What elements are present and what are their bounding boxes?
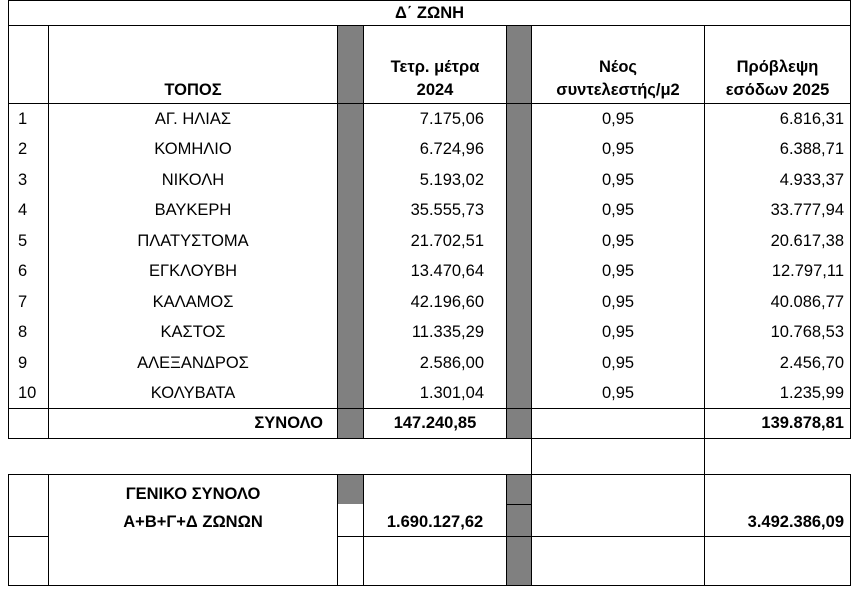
row-forecast: 40.086,77 <box>770 292 844 311</box>
header-coef-line1: Νέος <box>598 58 638 76</box>
row-forecast: 6.816,31 <box>779 109 844 128</box>
row-sqm: 13.470,64 <box>410 262 484 280</box>
gray-separator-column-2 <box>506 25 531 439</box>
row-sqm: 11.335,29 <box>411 323 484 341</box>
total-forecast: 139.878,81 <box>761 414 844 432</box>
row-sqm: 6.724,96 <box>419 140 484 158</box>
zone-title: Δ΄ ΖΩΝΗ <box>394 3 465 22</box>
row-place: ΑΓ. ΗΛΙΑΣ <box>154 109 232 128</box>
row-number: 5 <box>18 231 28 250</box>
row-sqm: 21.702,51 <box>410 231 484 250</box>
header-forecast <box>705 26 850 103</box>
row-coef: 0,95 <box>601 170 635 189</box>
total-label: ΣΥΝΟΛΟ <box>254 414 323 432</box>
header-coef <box>532 26 704 103</box>
header-forecast-line1: Πρόβλεψη <box>736 58 819 76</box>
gray-separator-column-2 <box>506 474 531 504</box>
row-forecast: 20.617,38 <box>770 231 844 250</box>
row-number: 6 <box>18 262 28 280</box>
row-place: ΚΑΣΤΟΣ <box>160 323 226 341</box>
row-place: ΕΓΚΛΟΥΒΗ <box>148 262 237 280</box>
row-number: 2 <box>18 140 28 158</box>
connector-line-right <box>704 439 705 475</box>
row-coef: 0,95 <box>601 323 635 341</box>
row-place: ΝΙΚΟΛΗ <box>161 170 225 189</box>
row-number: 7 <box>18 292 28 311</box>
row-coef: 0,95 <box>601 353 635 372</box>
grand-total-forecast: 3.492.386,09 <box>747 512 844 531</box>
row-sqm: 42.196,60 <box>410 292 484 311</box>
grand-total-table <box>0 474 859 587</box>
row-coef: 0,95 <box>601 292 635 311</box>
grand-total-label-line2: Α+Β+Γ+Δ ΖΩΝΩΝ <box>123 512 263 531</box>
row-forecast: 2.456,70 <box>779 353 844 372</box>
row-forecast: 1.235,99 <box>779 384 844 402</box>
grand-total-label-line1: ΓΕΝΙΚΟ ΣΥΝΟΛΟ <box>125 484 261 503</box>
row-coef: 0,95 <box>601 140 635 158</box>
row-place: ΒΑΥΚΕΡΗ <box>154 201 232 219</box>
row-forecast: 33.777,94 <box>770 201 844 219</box>
row-forecast: 12.797,11 <box>771 262 844 280</box>
row-place: ΚΑΛΑΜΟΣ <box>152 292 234 311</box>
row-sqm: 2.586,00 <box>419 353 484 372</box>
row-number: 4 <box>18 201 28 219</box>
row-coef: 0,95 <box>601 384 635 402</box>
row-place: ΚΟΛΥΒΑΤΑ <box>150 384 236 402</box>
header-place-label: ΤΟΠΟΣ <box>164 81 222 99</box>
header-sqm <box>364 26 506 103</box>
row-forecast: 4.933,37 <box>779 170 844 189</box>
row-place: ΠΛΑΤΥΣΤΟΜΑ <box>137 231 249 250</box>
gray-separator-column-2-lower <box>506 504 531 586</box>
row-sqm: 7.175,06 <box>419 109 484 128</box>
row-coef: 0,95 <box>601 201 635 219</box>
row-coef: 0,95 <box>601 109 635 128</box>
header-sqm-line1: Τετρ. μέτρα <box>390 58 480 76</box>
total-sqm: 147.240,85 <box>393 414 477 432</box>
connector-line-left <box>531 439 532 475</box>
row-number: 1 <box>18 109 28 128</box>
grand-total-sqm: 1.690.127,62 <box>386 512 484 531</box>
row-forecast: 6.388,71 <box>779 140 844 158</box>
header-forecast-line2: εσόδων 2025 <box>725 81 830 99</box>
row-forecast: 10.768,53 <box>770 323 844 341</box>
row-place: ΚΟΜΗΛΙΟ <box>154 140 232 158</box>
row-number: 9 <box>18 353 28 372</box>
row-sqm: 5.193,02 <box>419 170 484 189</box>
header-sqm-line2: 2024 <box>416 81 454 99</box>
header-place <box>49 26 337 103</box>
row-coef: 0,95 <box>601 262 635 280</box>
row-number: 3 <box>18 170 28 189</box>
row-coef: 0,95 <box>601 231 635 250</box>
gray-separator-column-1 <box>338 25 363 439</box>
row-number: 8 <box>18 323 28 341</box>
row-number: 10 <box>18 384 37 402</box>
row-sqm: 1.301,04 <box>419 384 484 402</box>
row-place: ΑΛΕΞΑΝΔΡΟΣ <box>137 353 249 372</box>
gray-separator-column-1 <box>338 474 363 504</box>
row-sqm: 35.555,73 <box>410 201 484 219</box>
header-coef-line2: συντελεστής/μ2 <box>556 81 680 99</box>
